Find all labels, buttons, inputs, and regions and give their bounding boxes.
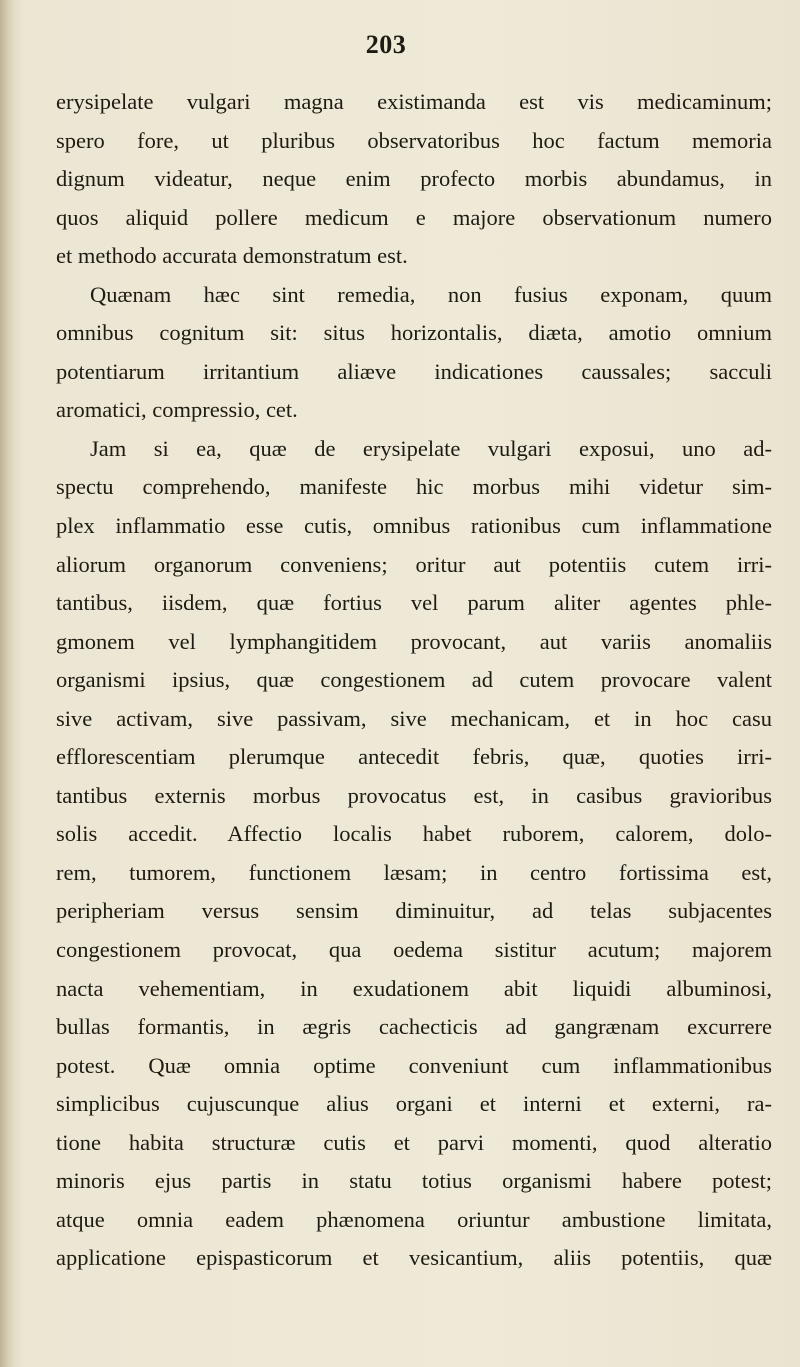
text-line: simplicibus cujuscunque alius organi et interni et externi, ra-: [56, 1091, 772, 1117]
text-line-paragraph-start: Jam si ea, quæ de erysipelate vulgari exposui, uno ad-: [90, 435, 772, 461]
binding-gutter: [0, 0, 14, 1367]
text-line: erysipelate vulgari magna existimanda est vis medicaminum;: [56, 89, 772, 114]
text-line: organismi ipsius, quæ congestionem ad cutem provocare valent: [56, 667, 772, 693]
text-line: plex inflammatio esse cutis, omnibus rationibus cum inflammatione: [56, 513, 772, 539]
text-line: potest. Quæ omnia optime conveniunt cum inflammationibus: [56, 1052, 772, 1078]
text-line: solis accedit. Affectio localis habet ruborem, calorem, dolo-: [56, 821, 772, 847]
text-line: nacta vehementiam, in exudationem abit liquidi albuminosi,: [56, 975, 772, 1001]
text-line: potentiarum irritantium aliæve indicationes caussales; sacculi: [56, 358, 772, 384]
text-line: gmonem vel lymphangitidem provocant, aut variis anomaliis: [56, 628, 772, 654]
text-line-paragraph-start: Quænam hæc sint remedia, non fusius exponam, quum: [90, 281, 772, 307]
text-line: quos aliquid pollere medicum e majore observationum numero: [56, 204, 772, 230]
text-line: atque omnia eadem phænomena oriuntur ambustione limitata,: [56, 1206, 772, 1232]
text-line: dignum videatur, neque enim profecto morbis abundamus, in: [56, 166, 772, 192]
text-line: minoris ejus partis in statu totius organismi habere potest;: [56, 1168, 772, 1194]
text-line: tione habita structuræ cutis et parvi momenti, quod alteratio: [56, 1129, 772, 1155]
text-line: peripheriam versus sensim diminuitur, ad telas subjacentes: [56, 898, 772, 924]
page-number: 203: [365, 30, 407, 59]
text-line: aliorum organorum conveniens; oritur aut potentiis cutem irri-: [56, 551, 772, 577]
text-line: congestionem provocat, qua oedema sistitur acutum; majorem: [56, 937, 772, 963]
text-line: omnibus cognitum sit: situs horizontalis, diæta, amotio omnium: [56, 320, 772, 346]
text-line: tantibus, iisdem, quæ fortius vel parum aliter agentes phle-: [56, 590, 772, 616]
text-line: bullas formantis, in ægris cachecticis ad gangrænam excurrere: [56, 1014, 772, 1040]
text-line: sive activam, sive passivam, sive mechanicam, et in hoc casu: [56, 705, 772, 731]
text-line: efflorescentiam plerumque antecedit febris, quæ, quoties irri-: [56, 744, 772, 770]
text-line: spero fore, ut pluribus observatoribus hoc factum memoria: [56, 127, 772, 153]
text-line: applicatione epispasticorum et vesicantium, aliis potentiis, quæ: [56, 1245, 772, 1271]
text-line: rem, tumorem, functionem læsam; in centro fortissima est,: [56, 859, 772, 885]
text-line: tantibus externis morbus provocatus est, in casibus gravioribus: [56, 782, 772, 808]
text-line-paragraph-end: et methodo accurata demonstratum est.: [56, 243, 408, 269]
body-text: [56, 83, 772, 1278]
text-line: spectu comprehendo, manifeste hic morbus mihi videtur sim-: [56, 474, 772, 500]
text-line-paragraph-end: aromatici, compressio, cet.: [56, 397, 298, 423]
